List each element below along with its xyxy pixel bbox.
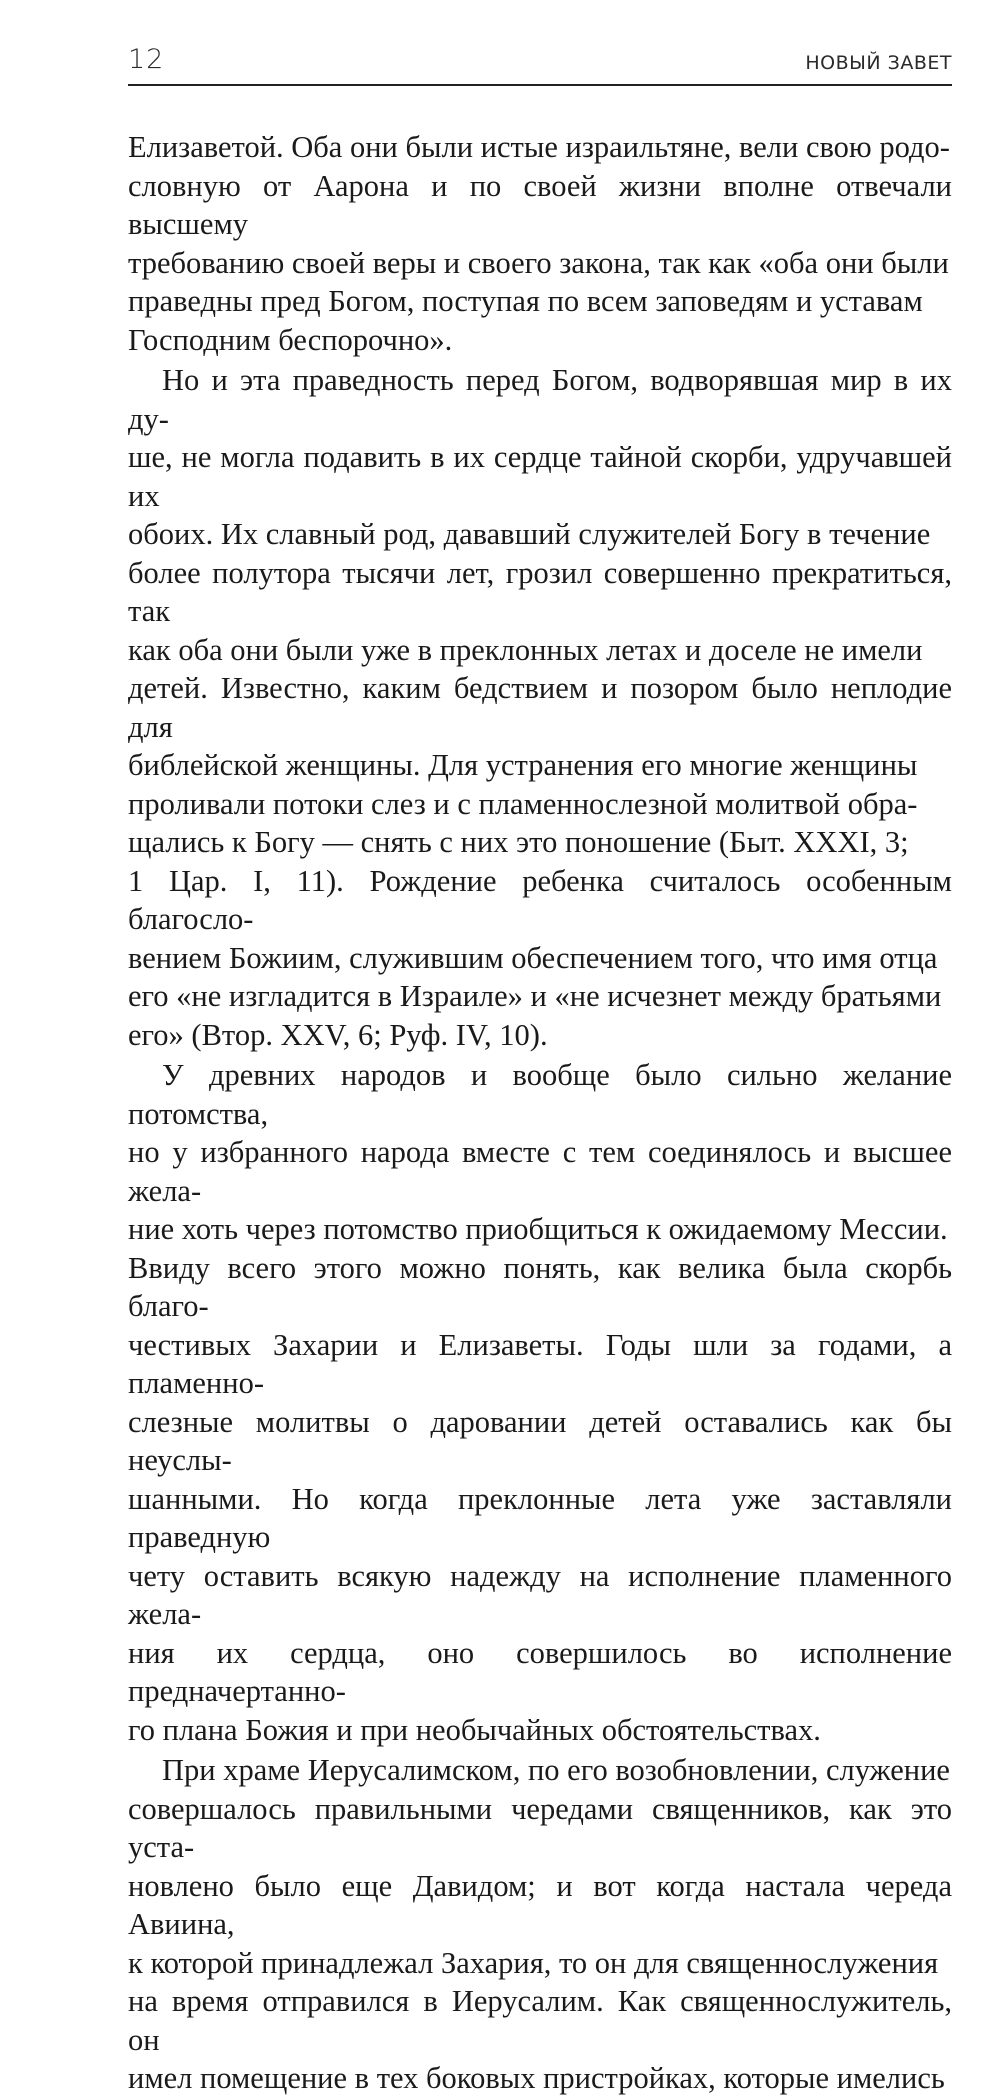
paragraph-1: Елизаветой. Оба они были истые израильтяне, вели свою родо- словную от Аарона и по своей жизни вполне отвечали высшему требованию своей веры и своего закона, так как «оба они были праведны пред Богом, поступая по всем заповедям и уставам Господним беспорочно».	[128, 130, 952, 357]
body-text	[128, 128, 952, 2100]
paragraph-4: При храме Иерусалимском, по его возобновлении, служение совершалось правильными чередами священников, как это уста- новлено было еще Давидом; и вот когда настала череда Авиина, к которой принадлежал Захария, то он для священнослужения на время отправился в Иерусалим. Как священнослужитель, он имел помещение в тех боковых пристройках, которые имелись	[128, 1753, 952, 2095]
running-head: НОВЫЙ ЗАВЕТ	[805, 52, 952, 74]
page-header	[128, 38, 952, 86]
paragraph-2: Но и эта праведность перед Богом, водворявшая мир в их ду- ше, не могла подавить в их сердце тайной скорби, удручавшей их обоих. Их славный род, дававший служителей Богу в течение более полутора тысячи лет, грозил совершенно прекратиться, так как оба они были уже в преклонных летах и доселе не имели детей. Известно, каким бедствием и позором было неплодие для библейской женщины. Для устранения его многие женщины проливали потоки слез и с пламеннослезной молитвой обра- щались к Богу — снять с них это поношение (Быт. XXXI, 3; 1 Цар. I, 11). Рождение ребенка считалось особенным благосло- вением Божиим, служившим обеспечением того, что имя отца его «не изгладится в Израиле» и «не исчезнет между братьями его» (Втор. XXV, 6; Руф. IV, 10).	[128, 363, 952, 1052]
paragraph-3: У древних народов и вообще было сильно желание потомства, но у избранного народа вместе с тем соединялось и высшее жела- ние хоть через потомство приобщиться к ожидаемому Мессии. Ввиду всего этого можно понять, как велика была скорбь благо- честивых Захарии и Елизаветы. Годы шли за годами, а пламенно- слезные молитвы о даровании детей оставались как бы неуслы- шанными. Но когда преклонные лета уже заставляли праведную чету оставить всякую надежду на исполнение пламенного жела- ния их сердца, оно совершилось во исполнение предначертанно- го плана Божия и при необычайных обстоятельствах.	[128, 1058, 952, 1747]
page-number: 12	[128, 44, 165, 75]
